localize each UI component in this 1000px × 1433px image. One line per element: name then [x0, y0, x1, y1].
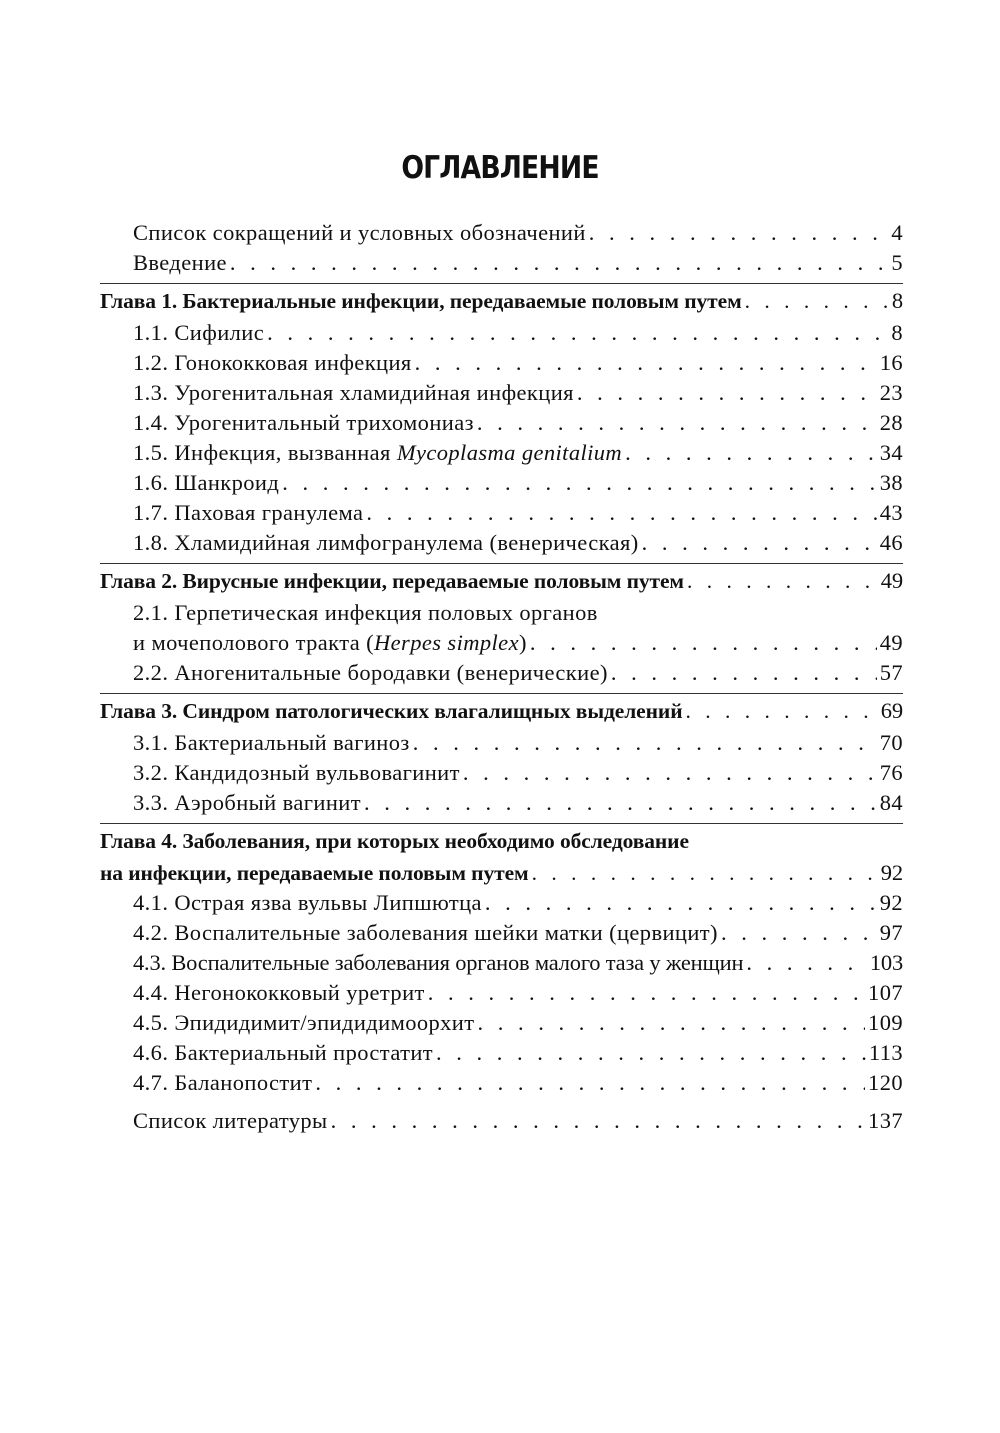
toc-entry-title: 1.6. Шанкроид [133, 470, 280, 495]
dot-leader [436, 1038, 866, 1068]
toc-entry-page: 97 [879, 920, 903, 945]
toc-entry[interactable] [100, 1008, 903, 1038]
toc-entry-page: 23 [879, 380, 903, 405]
toc-entry-title: Список литературы [133, 1108, 328, 1133]
toc-entry[interactable] [100, 918, 903, 948]
toc-entry-title: 1.8. Хламидийная лимфогранулема (венерическая) [133, 530, 639, 555]
dot-leader [364, 788, 877, 818]
toc-entry[interactable] [100, 888, 903, 918]
toc-entry-page: 43 [879, 500, 903, 525]
dot-leader [415, 348, 877, 378]
toc-entry[interactable] [100, 528, 903, 558]
toc-entry-title: 1.3. Урогенитальная хламидийная инфекция [133, 380, 574, 405]
toc-entry-page: 34 [879, 440, 903, 465]
page-title: ОГЛАВЛЕНИЕ [401, 150, 599, 186]
toc-entry-title-italic: Herpes simplex [374, 630, 519, 655]
dot-leader [532, 858, 878, 888]
toc-entry[interactable] [100, 1068, 903, 1098]
toc-entry-introduction[interactable] [100, 248, 903, 278]
toc-entry-page: 57 [879, 660, 903, 685]
dot-leader [686, 694, 878, 728]
dot-leader [642, 528, 877, 558]
table-of-contents [100, 218, 903, 1136]
dot-leader [366, 498, 876, 528]
toc-entry-page: 70 [879, 730, 903, 755]
toc-entry[interactable] [100, 728, 903, 758]
dot-leader [428, 978, 865, 1008]
toc-entry-page: 46 [879, 530, 903, 555]
dot-leader [687, 564, 878, 598]
toc-entry-title-text: 1.5. Инфекция, вызванная [133, 440, 397, 465]
toc-entry-page: 76 [879, 760, 903, 785]
toc-entry[interactable] [100, 498, 903, 528]
toc-entry-line1[interactable] [100, 598, 903, 628]
dot-leader [267, 318, 888, 348]
toc-entry-references[interactable] [100, 1106, 903, 1136]
toc-entry-title: 1.2. Гонококковая инфекция [133, 350, 412, 375]
toc-entry-page: 137 [868, 1108, 903, 1133]
toc-entry[interactable] [100, 1038, 903, 1068]
dot-leader [485, 888, 877, 918]
toc-chapter-4-line1[interactable] [100, 823, 903, 858]
toc-entry[interactable] [100, 468, 903, 498]
toc-entry-page: 113 [868, 1040, 903, 1065]
toc-chapter-title: Глава 2. Вирусные инфекции, передаваемые половым путем [100, 569, 684, 593]
toc-chapter-page: 8 [891, 288, 903, 313]
toc-entry-page: 120 [868, 1070, 903, 1095]
toc-entry-title [133, 438, 622, 468]
dot-leader [331, 1106, 865, 1136]
toc-chapter-page: 49 [880, 568, 903, 593]
toc-chapter-4[interactable] [100, 858, 903, 888]
toc-entry[interactable] [100, 948, 903, 978]
toc-entry[interactable] [100, 628, 903, 658]
toc-entry-title: 1.7. Паховая гранулема [133, 500, 364, 525]
toc-chapter-title: Глава 1. Бактериальные инфекции, передаваемые половым путем [100, 289, 742, 313]
toc-chapter-3[interactable] [100, 693, 903, 728]
dot-leader [530, 628, 877, 658]
toc-entry-page: 103 [869, 950, 903, 975]
dot-leader [463, 758, 877, 788]
toc-entry-title: 2.2. Аногенитальные бородавки (венерические) [133, 660, 608, 685]
toc-entry-abbreviations[interactable] [100, 218, 903, 248]
toc-chapter-title: Глава 3. Синдром патологических влагалищных выделений [100, 699, 683, 723]
toc-entry-page: 109 [868, 1010, 903, 1035]
toc-chapter-1[interactable] [100, 283, 903, 318]
toc-entry-title: 1.1. Сифилис [133, 320, 265, 345]
toc-chapter-2[interactable] [100, 563, 903, 598]
toc-entry-title: 1.4. Урогенитальный трихомониаз [133, 410, 474, 435]
dot-leader [745, 284, 889, 318]
toc-entry-title: 4.7. Баланопостит [133, 1070, 313, 1095]
dot-leader [746, 948, 867, 978]
dot-leader [589, 218, 889, 248]
dot-leader [611, 658, 877, 688]
toc-entry-title: 2.1. Герпетическая инфекция половых органов [133, 600, 598, 625]
dot-leader [230, 248, 888, 278]
dot-leader [477, 408, 877, 438]
toc-entry-page: 84 [879, 790, 903, 815]
toc-entry-title: 4.5. Эпидидимит/эпидидимоорхит [133, 1010, 475, 1035]
dot-leader [477, 1008, 865, 1038]
toc-entry-page: 5 [891, 250, 903, 275]
toc-entry-page: 92 [879, 890, 903, 915]
dot-leader [625, 438, 877, 468]
toc-entry[interactable] [100, 788, 903, 818]
toc-entry-title: 4.2. Воспалительные заболевания шейки матки (цервицит) [133, 920, 718, 945]
dot-leader [282, 468, 876, 498]
toc-entry-page: 4 [891, 220, 903, 245]
toc-entry[interactable] [100, 348, 903, 378]
toc-entry[interactable] [100, 378, 903, 408]
toc-entry-page: 38 [879, 470, 903, 495]
toc-entry-page: 28 [879, 410, 903, 435]
toc-entry[interactable] [100, 408, 903, 438]
dot-leader [721, 918, 877, 948]
toc-entry-title-text: ) [518, 630, 527, 655]
toc-chapter-title: на инфекции, передаваемые половым путем [100, 861, 529, 885]
toc-entry-title: 4.3. Воспалительные заболевания органов малого таза у женщин [133, 950, 744, 975]
toc-entry-page: 107 [868, 980, 903, 1005]
dot-leader [413, 728, 877, 758]
toc-entry-page: 16 [879, 350, 903, 375]
toc-chapter-page: 92 [880, 860, 903, 885]
toc-entry-title: 3.2. Кандидозный вульвовагинит [133, 760, 460, 785]
toc-entry-title: 4.1. Острая язва вульвы Липшютца [133, 890, 482, 915]
toc-entry[interactable] [100, 318, 903, 348]
toc-entry-title-text: и мочеполового тракта ( [133, 630, 375, 655]
toc-entry-title [133, 628, 527, 658]
toc-entry-title: 3.1. Бактериальный вагиноз [133, 730, 410, 755]
dot-leader [315, 1068, 865, 1098]
toc-chapter-page: 69 [880, 698, 903, 723]
toc-entry-title: 4.4. Негонококковый уретрит [133, 980, 425, 1005]
toc-entry-title: Список сокращений и условных обозначений [133, 220, 586, 245]
toc-entry-page: 49 [879, 630, 903, 655]
toc-entry[interactable] [100, 758, 903, 788]
toc-entry[interactable] [100, 658, 903, 688]
dot-leader [577, 378, 877, 408]
toc-entry-title: 3.3. Аэробный вагинит [133, 790, 361, 815]
toc-entry-title: 4.6. Бактериальный простатит [133, 1040, 434, 1065]
toc-entry-title: Введение [133, 250, 227, 275]
toc-entry[interactable] [100, 438, 903, 468]
toc-entry-page: 8 [891, 320, 903, 345]
toc-entry-title-italic: Mycoplasma genitalium [396, 440, 623, 465]
toc-entry[interactable] [100, 978, 903, 1008]
toc-chapter-title: Глава 4. Заболевания, при которых необходимо обследование [100, 829, 689, 853]
